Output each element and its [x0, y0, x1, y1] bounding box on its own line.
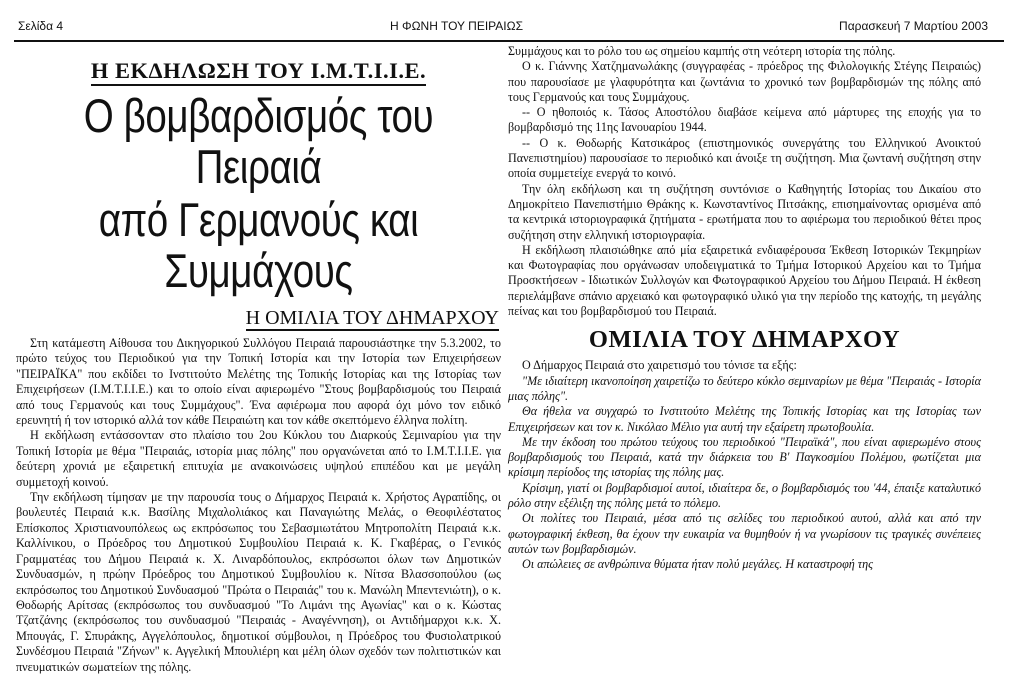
quote-paragraph: "Με ιδιαίτερη ικανοποίηση χαιρετίζω το δεύτερο κύκλο σεμιναρίων με θέμα "Πειραιάς - Ιστορία μιας πόλης".: [508, 373, 981, 403]
quote-paragraph: Με την έκδοση του πρώτου τεύχους του περιοδικού "Πειραϊκά", που είναι αφιερωμένο στους βομβαρδισμούς του Πειραιά, κατά την διάρκεια του Β' Παγκοσμίου Πολέμου, φωτίζεται μια κρίσιμη περίοδος της ιστορίας της πόλης μας.: [508, 434, 981, 480]
quote-paragraph: Κρίσιμη, γιατί οι βομβαρδισμοί αυτοί, ιδιαίτερα δε, ο βομβαρδισμός του '44, έπαιξε καταλυτικό ρόλο στην εξέλιξη της πόλης μετά το πόλεμο.: [508, 480, 981, 511]
issue-date: Παρασκευή 7 Μαρτίου 2003: [839, 19, 988, 33]
paragraph: Την εκδήλωση τίμησαν με την παρουσία τους ο Δήμαρχος Πειραιά κ. Χρήστος Αγραπίδης, οι βουλευτές Πειραιά κ.κ. Βασίλης Μιχαλολιάκος και Παναγιώτης Μελάς, ο Θεοφιλέστατος Επίσκοπος Χριστιανουπόλεως ως εκπρόσωπος του Σεβασμιωτάτου Μητροπολίτη Πειραιά κ.κ. Καλλίνικου, ο Πρόεδρος του Δημοτικού Συμβουλίου Πειραιά κ. Κ. Γκαβέρας, ο Γενικός Γραμματέας του Δήμου Πειραιά κ. Χ. Λιναρδόπουλος, εκπρόσωποι όλων των Δημοτικών Συνδυασμών, η πρώην Πρόεδρος του Δημοτικού Συμβουλίου κ. Νίτσα Βλασσοπούλου (ως εκπρόσωπος του Δημοτικού Συνδυασμού "Πρώτα ο Πειραιάς" του κ. Μανώλη Μπεντενιώτη), ο κ. Θοδωρής Αρίτσας (εκπρόσωπος του συνδυασμού "Το Λιμάνι της Αγωνίας" και ο κ. Κώστας Τζατζάνης (εκπρόσωπος του συνδυασμού "Πειραιάς - Αναγέννηση), οι Αντιδήμαρχοι κ.κ. Χ. Μπουγάς, Γ. Σπυράκης, Αγγελόπουλος, δημοτικοί σύμβουλοι, η Πρόεδρος του Φυσιολατρικού Συνδέσμου Πειραιά "Ζήνων" κ. Αγγελική Μπουλιέρη και μέλη όλων σχεδόν των πολιτιστικών και πνευματικών σωματείων της πόλης.: [16, 490, 501, 674]
quote-paragraph: Οι απώλειες σε ανθρώπινα θύματα ήταν πολύ μεγάλες. Η καταστροφή της: [522, 557, 874, 572]
header-rule: [14, 40, 1004, 42]
headline-line-2: από Γερμανούς και Συμμάχους: [98, 193, 419, 297]
subheadline: Η ΟΜΙΛΙΑ ΤΟΥ ΔΗΜΑΡΧΟΥ: [245, 307, 499, 329]
kicker: Η ΕΚΔΗΛΩΣΗ ΤΟΥ Ι.Μ.Τ.Ι.Ι.Ε.: [16, 58, 501, 84]
quote-paragraph: Οι πολίτες του Πειραιά, μέσα από τις σελίδες του περιοδικού αυτού, αλλά και από την φωτογραφική έκθεση, θα έχουν την ευκαιρία να θυμηθούν ή να γνωρίσουν τις τραγικές συνέπειες αυτών των βομβαρδισμών.: [508, 511, 981, 556]
quote-paragraph: Θα ήθελα να συγχαρώ το Ινστιτούτο Μελέτης της Τοπικής Ιστορίας και της Ιστορίας των Επιχειρήσεων και τον κ. Νικόλαο Μέλιο για αυτή την εξαίρετη πρωτοβουλία.: [508, 404, 981, 434]
paragraph: Ο Δήμαρχος Πειραιά στο χαιρετισμό του τόνισε τα εξής:: [522, 358, 797, 373]
paragraph: Ο κ. Γιάννης Χατζημανωλάκης (συγγραφέας - πρόεδρος της Φιλολογικής Στέγης Πειραιώς) που παρουσίασε με γλαφυρότητα και ζωντάνια το χρονικό των βομβαρδισμών της πόλης από τους Γερμανούς και τους Συμμάχους.: [508, 59, 981, 104]
paragraph: Η εκδήλωση πλαισιώθηκε από μία εξαιρετικά ενδιαφέρουσα Έκθεση Ιστορικών Τεκμηρίων και Φωτογραφίας που οργάνωσαν υποδειγματικά το Τμήμα Ιστορικού Αρχείου και το Τμήμα Προσκτήσεων - Ιδιωτικών Συλλογών και Φωτογραφικού Αρχείου του Δήμου Πειραιά. Η έκθεση περιελάμβανε σπάνιο αρχειακό και φωτογραφικό υλικό για την περίοδο της κατοχής, τη μεγάλης πείνας και του βομβαρδισμού του Πειραιά.: [508, 242, 981, 319]
paragraph: -- Ο ηθοποιός κ. Τάσος Αποστόλου διαβάσε κείμενα από μάρτυρες της εποχής για το βομβαρδισμό της 11ης Ιανουαρίου 1944.: [508, 105, 981, 135]
section-title: ΟΜΙΛΙΑ ΤΟΥ ΔΗΜΑΡΧΟΥ: [588, 326, 901, 354]
paragraph: Στη κατάμεστη Αίθουσα του Δικηγορικού Συλλόγου Πειραιά παρουσιάστηκε την 5.3.2002, το πρώτο τεύχος του Περιοδικού για την Τοπική Ιστορία και την Ιστορία των Επιχειρήσεων "ΠΕΙΡΑΪΚΑ" που εκδίδει το Ινστιτούτο Μελέτης της Τοπικής Ιστορίας και της Ιστορίας των Επιχειρήσεων (Ι.Μ.Τ.Ι.Ι.Ε.) και το οποίο είναι αφιερωμένο "Στους βομβαρδισμούς του Πειραιά από τους Γερμανούς και τους Συμμάχους". Ένα αφιέρωμα που αφορά όχι μόνο τον ειδικό ερευνητή ή τον ιστορικό αλλά τον κάθε Πειραιώτη και τον κάθε σκεπτόμενο έλληνα πολίτη.: [16, 336, 501, 428]
column-left: [16, 44, 501, 675]
paragraph: Συμμάχους και το ρόλο του ως σημείου καμπής στη νεότερη ιστορία της πόλης.: [508, 44, 896, 58]
page-header: [0, 0, 1024, 36]
headline-line-1: Ο βομβαρδισμός του Πειραιά: [83, 89, 434, 193]
paragraph: Η εκδήλωση εντάσσονταν στο πλαίσιο του 2ου Κύκλου του Διαρκούς Σεμιναρίου για την Τοπική Ιστορία με θέμα "Πειραιάς, ιστορία μιας πόλης" που οργανώνεται από το Ι.Μ.Τ.Ι.Ι.Ε. για δεύτερη χρονιά με εξαιρετική επιτυχία με ανακοινώσεις υψηλού επιπέδου και με μεγάλη συμμετοχή κοινού.: [16, 428, 501, 489]
paragraph: Την όλη εκδήλωση και τη συζήτηση συντόνισε ο Καθηγητής Ιστορίας του Δικαίου στο Δημοκρίτειο Πανεπιστήμιο Θράκης κ. Κωνσταντίνος Πιτσάκης, επισημαίνοντας ορισμένα από τα κεντρικά ιστοριογραφικά ζητήματα - ερωτήματα που το αφιέρωμα του περιοδικού θέτει προς συζήτηση στην ελληνική ιστοριογραφία.: [508, 181, 981, 242]
newspaper-title: Η ΦΩΝΗ ΤΟΥ ΠΕΙΡΑΙΩΣ: [390, 19, 524, 33]
column-right: [508, 44, 981, 573]
paragraph: -- Ο κ. Θοδωρής Κατσικάρος (επιστημονικός συνεργάτης του Ελληνικού Ανοικτού Πανεπιστημίου) παρουσίασε το περιοδικό και άνοιξε τη συζήτηση. Μια ζωντανή συζήτηση στην οποία συμμετείχε ενεργά το κοινό.: [508, 135, 981, 181]
page-number: Σελίδα 4: [18, 19, 64, 33]
